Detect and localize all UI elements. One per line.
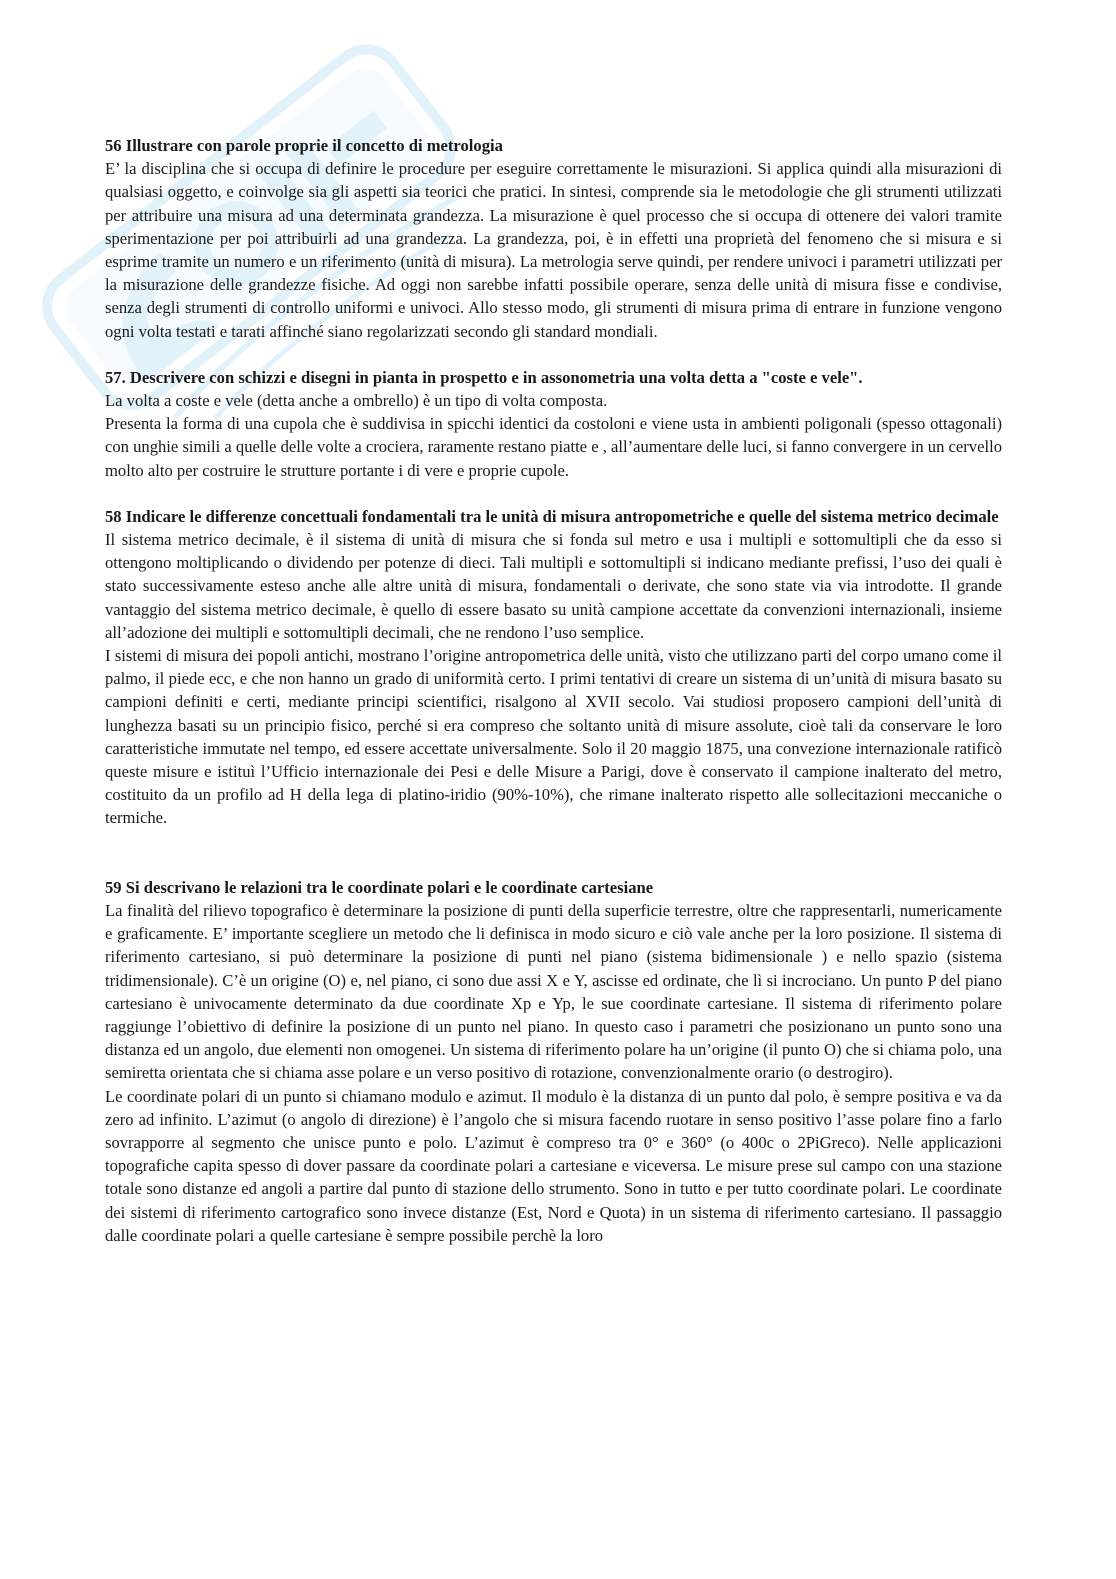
spacer [105, 482, 1002, 505]
section-paragraph: Le coordinate polari di un punto si chiamano modulo e azimut. Il modulo è la distanza di un punto dal polo, è sempre positiva e va da zero ad infinito. L’azimut (o angolo di direzione) è l’angolo che si misura facendo ruotare in senso positivo l’asse polare fino a farlo sovrapporre al segmento che unisce punto e polo. L’azimut è compreso tra 0° e 360° (o 400c o 2PiGreco). Nelle applicazioni topografiche capita spesso di dover passare da coordinate polari a cartesiane e viceversa. Le misure prese sul campo con una stazione totale sono distanze ed angoli a partire dal punto di stazione dello strumento. Sono in tutto e per tutto coordinate polari. Le coordinate dei sistemi di riferimento cartografico sono invece distanze (Est, Nord e Quota) in un sistema di riferimento cartesiano. Il passaggio dalle coordinate polari a quelle cartesiane è sempre possibile perchè la loro [105, 1086, 1002, 1245]
spacer [105, 343, 1002, 366]
spacer [105, 830, 1002, 876]
section-58 [105, 505, 1002, 830]
section-56 [105, 134, 1002, 343]
section-paragraph: La finalità del rilievo topografico è determinare la posizione di punti della superficie terrestre, oltre che rappresentarli, numericamente e graficamente. E’ importante scegliere un metodo che li definisca in modo sicuro e ciò vale anche per la loro posizione. Il sistema di riferimento cartesiano, si può determinare la posizione di punti nel piano (sistema bidimensionale ) e nello spazio (sistema tridimensionale). C’è un origine (O) e, nel piano, ci sono due assi X e Y, ascisse ed ordinate, che lì si incrociano. Un punto P del piano cartesiano è univocamente determinato da due coordinate Xp e Yp, le sue coordinate cartesiane. Il sistema di riferimento polare raggiunge l’obiettivo di definire la posizione di un punto nel piano. In questo caso i parametri che posizionano un punto sono una distanza ed un angolo, due elementi non omogenei. Un sistema di riferimento polare ha un’origine (il punto O) che si chiama polo, una semiretta orientata che si chiama asse polare e un verso positivo di rotazione, convenzionalmente orario (o destrogiro). [105, 900, 1002, 1083]
section-paragraph: E’ la disciplina che si occupa di definire le procedure per eseguire correttamente le misurazioni. Si applica quindi alla misurazioni di qualsiasi oggetto, e coinvolge sia gli aspetti sia teorici che pratici. In sintesi, comprende sia le metodologie che gli strumenti utilizzati per attribuire una misura ad una determinata grandezza. La misurazione è quel processo che si occupa di ottenere dei valori tramite sperimentazione per poi attribuirli ad una grandezza. La grandezza, poi, è in effetti una proprietà del fenomeno che si misura e si esprime tramite un numero e un riferimento (unità di misura). La metrologia serve quindi, per rendere univoci i parametri utilizzati per la misurazione delle grandezze fisiche. Ad oggi non sarebbe infatti possibile operare, senza delle unità di misura fisse e condivise, senza degli strumenti di controllo uniformi e univoci. Allo stesso modo, gli strumenti di misura prima di entrare in funzione vengono ogni volta testati e tarati affinché siano regolarizzati secondo gli standard mondiali. [105, 159, 1002, 341]
section-paragraph: La volta a coste e vele (detta anche a ombrello) è un tipo di volta composta. [105, 391, 608, 411]
section-title: 57. Descrivere con schizzi e disegni in pianta in prospetto e in assonometria una volta detta a "coste e vele". [105, 367, 863, 387]
section-59 [105, 876, 1002, 1247]
section-title: 59 Si descrivano le relazioni tra le coordinate polari e le coordinate cartesiane [105, 877, 654, 897]
section-57 [105, 366, 1002, 482]
section-paragraph: Presenta la forma di una cupola che è suddivisa in spicchi identici da costoloni e viene usta in ambienti poligonali (spesso ottagonali) con unghie simili a quelle delle volte a crociera, raramente restano piatte e , all’aumentare delle luci, si fanno convergere in un cervello molto alto per costruire le strutture portante i di vere e proprie cupole. [105, 414, 1002, 480]
section-paragraph: Il sistema metrico decimale, è il sistema di unità di misura che si fonda sul metro e usa i multipli e sottomultipli che da esso si ottengono moltiplicando o dividendo per potenze di dieci. Tali multipli e sottomultipli si indicano mediante prefissi, l’uso dei quali è stato successivamente esteso anche alle altre unità di misura, fondamentali o derivate, che sono state via via introdotte. Il grande vantaggio del sistema metrico decimale, è quello di essere basato su unità campione accettate da convenzioni internazionali, insieme all’adozione dei multipli e sottomultipli decimali, che ne rendono l’uso semplice. [105, 530, 1002, 642]
section-title: 56 Illustrare con parole proprie il concetto di metrologia [105, 136, 503, 155]
document-page [105, 134, 1002, 1247]
section-title: 58 Indicare le differenze concettuali fondamentali tra le unità di misura antropometriche e quelle del sistema metrico decimale [105, 506, 999, 526]
section-paragraph: I sistemi di misura dei popoli antichi, mostrano l’origine antropometrica delle unità, visto che utilizzano parti del corpo umano come il palmo, il piede ecc, e che non hanno un grado di uniformità certo. I primi tentativi di creare un sistema di un’unità di misura basato su campioni definiti e certi, mediante principi scientifici, risalgono al XVII secolo. Vai studiosi proposero campioni dell’unità di lunghezza basati su un principio fisico, perché si era compreso che soltanto unità di misure assolute, cioè tali da conservare le loro caratteristiche immutate nel tempo, ed essere accettate universalmente. Solo il 20 maggio 1875, una convezione internazionale ratificò queste misure e istituì l’Ufficio internazionale dei Pesi e delle Misure a Parigi, dove è conservato il campione inalterato del metro, costituito da un profilo ad H della lega di platino-iridio (90%-10%), che rimane inalterato rispetto alle sollecitazioni meccaniche o termiche. [105, 646, 1002, 828]
